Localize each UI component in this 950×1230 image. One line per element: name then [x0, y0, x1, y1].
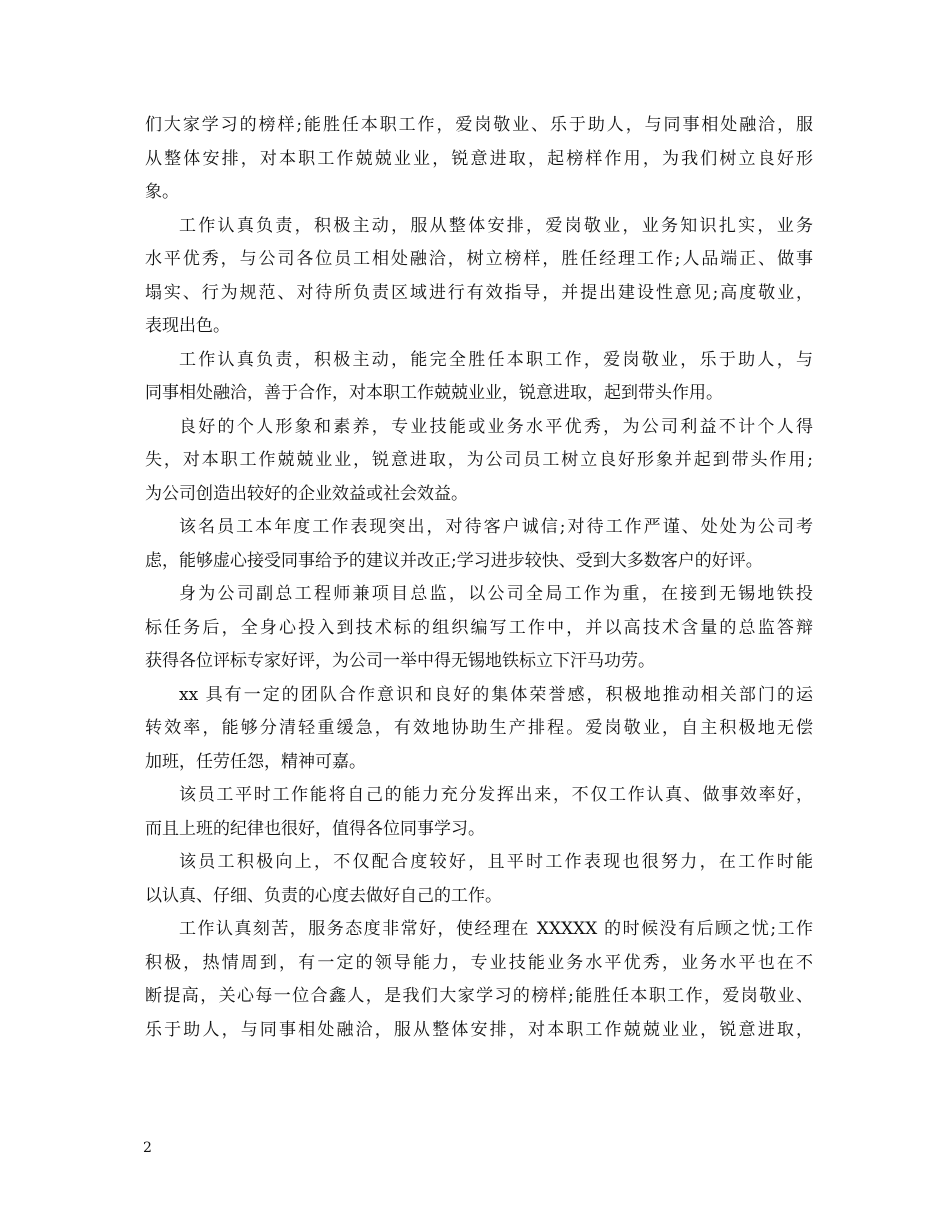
paragraph	[145, 785, 813, 839]
text-line: 该员工平时工作能将自己的能力充分发挥出来，不仅工作认真、做事效率好，	[179, 785, 813, 805]
text-line: 水平优秀，与公司各位员工相处融洽，树立榜样，胜任经理工作;人品端正、做事	[145, 249, 813, 269]
text-line: 转效率，能够分清轻重缓急，有效地协助生产排程。爱岗敬业，自主积极地无偿	[145, 718, 813, 738]
paragraph	[145, 517, 813, 571]
text-line: 加班，任劳任怨，精神可嘉。	[145, 751, 366, 772]
text-line: 标任务后，全身心投入到技术标的组织编写工作中，并以高技术含量的总监答辩	[145, 617, 813, 638]
paragraph	[145, 919, 813, 1040]
text-line: 而且上班的纪律也很好，值得各位同事学习。	[145, 818, 485, 839]
text-line: 失，对本职工作兢兢业业，锐意进取，为公司员工树立良好形象并起到带头作用;	[145, 450, 813, 470]
paragraph	[145, 584, 813, 671]
text-line: 良好的个人形象和素养，专业技能或业务水平优秀，为公司利益不计个人得	[179, 416, 813, 437]
text-line: xx 具有一定的团队合作意识和良好的集体荣誉感，积极地推动相关部门的运	[179, 684, 813, 705]
text-line: 为公司创造出较好的企业效益或社会效益。	[145, 483, 468, 504]
text-line: 乐于助人，与同事相处融洽，服从整体安排，对本职工作兢兢业业，锐意进取，	[145, 1019, 813, 1040]
paragraph	[145, 417, 813, 504]
text-line: 从整体安排，对本职工作兢兢业业，锐意进取，起榜样作用，为我们树立良好形	[145, 148, 813, 169]
text-line: 该名员工本年度工作表现突出，对待客户诚信;对待工作严谨、处处为公司考	[179, 517, 813, 537]
text-line: 获得各位评标专家好评，为公司一举中得无锡地铁标立下汗马功劳。	[145, 651, 655, 671]
paragraph	[145, 216, 813, 337]
text-line: 工作认真刻苦，服务态度非常好，使经理在 XXXXX 的时候没有后顾之忧;工作	[179, 919, 813, 939]
text-line: 们大家学习的榜样;能胜任本职工作，爱岗敬业、乐于助人，与同事相处融洽，服	[145, 115, 813, 135]
text-line: 工作认真负责，积极主动，能完全胜任本职工作，爱岗敬业，乐于助人，与	[179, 349, 813, 370]
text-line: 积极，热情周到，有一定的领导能力，专业技能业务水平优秀，业务水平也在不	[145, 952, 813, 973]
text-line: 以认真、仔细、负责的心度去做好自己的工作。	[145, 885, 502, 906]
document-body	[145, 115, 813, 1053]
paragraph	[145, 350, 813, 404]
text-line: 同事相处融洽，善于合作，对本职工作兢兢业业，锐意进取，起到带头作用。	[145, 383, 723, 403]
paragraph	[145, 115, 813, 202]
text-line: 身为公司副总工程师兼项目总监，以公司全局工作为重，在接到无锡地铁投	[179, 584, 813, 604]
text-line: 该员工积极向上，不仅配合度较好，且平时工作表现也很努力，在工作时能	[179, 852, 813, 872]
text-line: 虑，能够虚心接受同事给予的建议并改正;学习进步较快、受到大多数客户的好评。	[145, 550, 763, 571]
text-line: 工作认真负责，积极主动，服从整体安排，爱岗敬业，业务知识扎实，业务	[179, 215, 813, 236]
text-line: 表现出色。	[145, 316, 230, 336]
text-line: 断提高，关心每一位合鑫人，是我们大家学习的榜样;能胜任本职工作，爱岗敬业、	[145, 986, 813, 1006]
paragraph	[145, 685, 813, 772]
text-line: 象。	[145, 182, 179, 202]
page-number: 2	[143, 1140, 152, 1156]
text-line: 塌实、行为规范、对待所负责区域进行有效指导，并提出建设性意见;高度敬业，	[145, 282, 813, 303]
paragraph	[145, 852, 813, 906]
